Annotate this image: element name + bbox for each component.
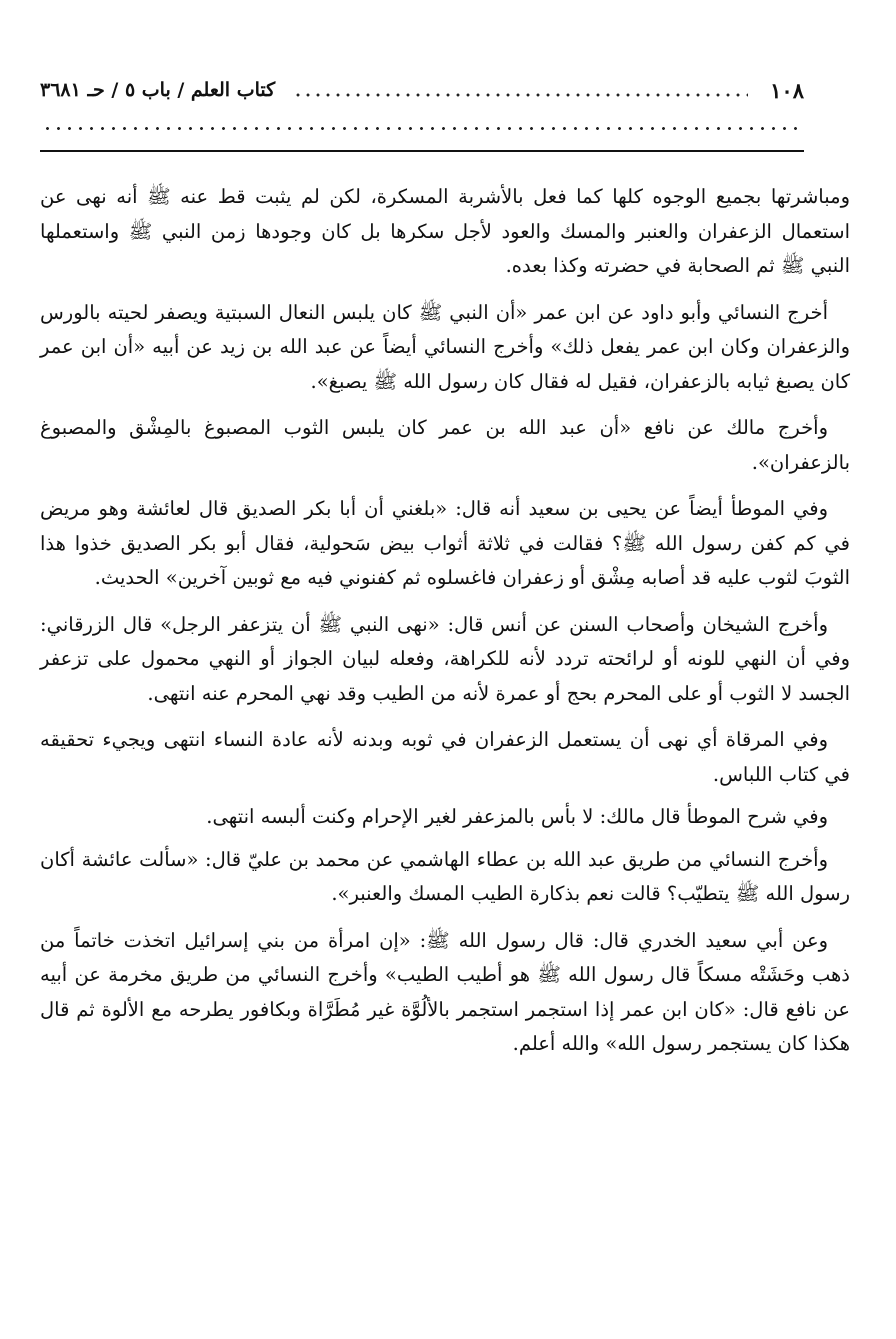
paragraph: وفي الموطأ أيضاً عن يحيى بن سعيد أنه قال: «بلغني أن أبا بكر الصديق قال لعائشة وهو مريض في كم كفن رسول الله ﷺ؟ فقالت في ثلاثة أثواب بيض سَحولية، فقال أبو بكر الصديق خذوا هذا الثوبَ لثوب عليه قد أصابه مِشْق أو زعفران فاغسلوه ثم كفنوني فيه مع ثوبين آخرين» الحديث.	[40, 497, 850, 589]
paragraph: ومباشرتها بجميع الوجوه كلها كما فعل بالأشربة المسكرة، لكن لم يثبت قط عنه ﷺ أنه نهى عن استعمال الزعفران والعنبر والمسك والعود لأجل سكرها بل كان وجودها زمن النبي ﷺ واستعملها النبي ﷺ ثم الصحابة في حضرته وكذا بعده.	[40, 185, 850, 277]
header-rule	[40, 150, 804, 152]
paragraph: وعن أبي سعيد الخدري قال: قال رسول الله ﷺ: «إن امرأة من بني إسرائيل اتخذت خاتماً من ذهب وحَشَتْه مسكاً قال رسول الله ﷺ هو أطيب الطيب» وأخرج النسائي من طريق مخرمة عن أبيه عن نافع قال: «كان ابن عمر إذا استجمر استجمر بالألُوَّة غير مُطَرَّاة وبكافور يطرحه مع الألوة ثم قال هكذا كان يستجمر رسول الله» والله أعلم.	[40, 928, 850, 1055]
paragraph: أخرج النسائي وأبو داود عن ابن عمر «أن النبي ﷺ كان يلبس النعال السبتية ويصفر لحيته بالورس والزعفران وكان ابن عمر يفعل ذلك» وأخرج النسائي أيضاً عن عبد الله بن زيد عن أبيه «أن ابن عمر كان يصبغ ثيابه بالزعفران، فقيل له فقال كان رسول الله ﷺ يصبغ».	[40, 300, 850, 393]
body-text	[40, 180, 850, 1074]
paragraph: وفي المرقاة أي نهى أن يستعمل الزعفران في ثوبه وبدنه لأنه عادة النساء انتهى ويجيء تحقيقه في كتاب اللباس.	[40, 728, 850, 786]
paragraph: وأخرج النسائي من طريق عبد الله بن عطاء الهاشمي عن محمد بن عليّ قال: «سألت عائشة أكان رسول الله ﷺ يتطيّب؟ قالت نعم بذكارة الطيب المسك والعنبر».	[40, 847, 850, 905]
page-header	[40, 70, 804, 110]
paragraph: وفي شرح الموطأ قال مالك: لا بأس بالمزعفر لغير الإحرام وكنت ألبسه انتهى.	[206, 805, 828, 828]
page-number: ١٠٨	[770, 77, 804, 103]
paragraph: وأخرج مالك عن نافع «أن عبد الله بن عمر كان يلبس الثوب المصبوغ بالمِشْق والمصبوغ بالزعفران».	[40, 416, 850, 474]
running-title: كتاب العلم / باب ٥ / حـ ٣٦٨١	[40, 79, 276, 101]
dotted-separator	[42, 126, 798, 131]
paragraph: وأخرج الشيخان وأصحاب السنن عن أنس قال: «نهى النبي ﷺ أن يتزعفر الرجل» قال الزرقاني: وفي أن النهي للونه أو لرائحته تردد لأنه للكراهة، وفعله لبيان الجواز أو النهي محمول على تزعفر الجسد لا الثوب أو على المحرم بحج أو عمرة لأنه من الطيب وقد نهي المحرم عنه انتهى.	[40, 612, 850, 705]
header-dotted-leader	[293, 93, 748, 97]
